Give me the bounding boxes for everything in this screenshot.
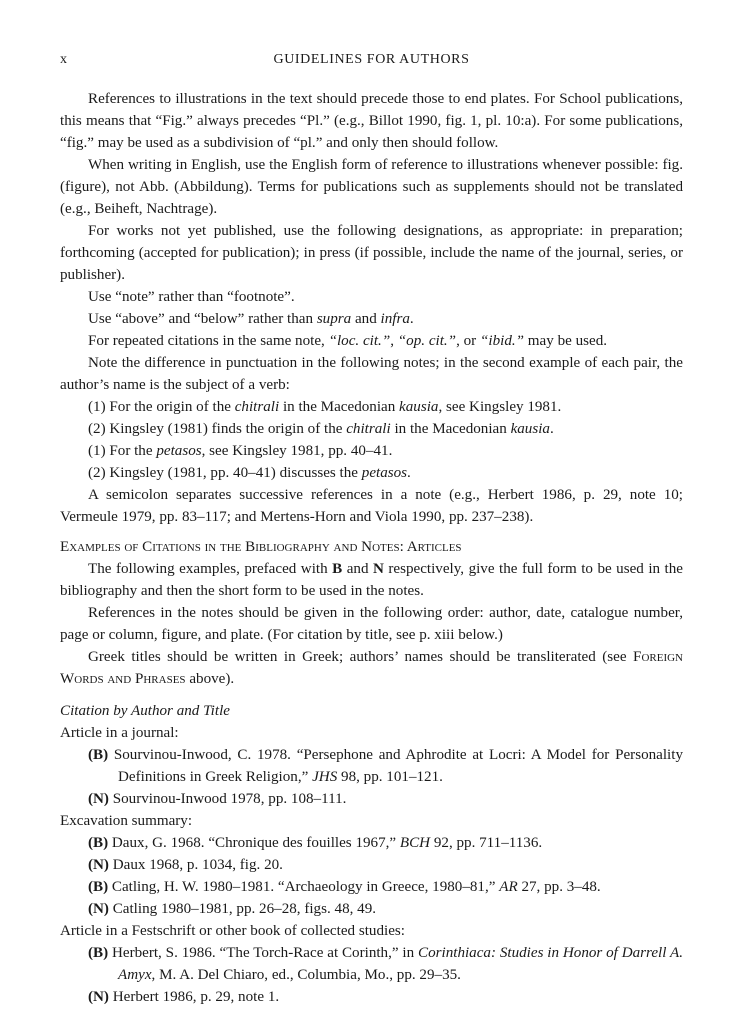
example-note: (2) Kingsley (1981, pp. 40–41) discusses the petasos. — [88, 465, 411, 481]
citation-entry: (B) Daux, G. 1968. “Chronique des fouilles 1967,” BCH 92, pp. 711–1136. — [88, 835, 543, 851]
paragraph: A semicolon separates successive references in a note (e.g., Herbert 1986, p. 29, note 10; Vermeule 1979, pp. 83–117; and Mertens-Horn and Viola 1990, pp. 237–238). — [60, 487, 683, 525]
body-text — [60, 88, 683, 1008]
example-note: (2) Kingsley (1981) finds the origin of the chitrali in the Macedonian kausia. — [88, 421, 554, 437]
paragraph: Use “above” and “below” rather than supra and infra. — [88, 311, 414, 327]
paragraph: Greek titles should be written in Greek; authors’ names should be transliterated (see Foreign Words and Phrases above). — [60, 649, 683, 687]
citation-entry: (N) Sourvinou-Inwood 1978, pp. 108–111. — [88, 791, 347, 807]
paragraph: References in the notes should be given in the following order: author, date, catalogue number, page or column, figure, and plate. (For citation by title, see p. xiii below.) — [60, 605, 683, 643]
category-label: Excavation summary: — [60, 813, 193, 829]
running-head: GUIDELINES FOR AUTHORS — [273, 52, 470, 67]
page-number: x — [60, 52, 67, 67]
citation-entry: (B) Catling, H. W. 1980–1981. “Archaeology in Greece, 1980–81,” AR 27, pp. 3–48. — [88, 879, 601, 895]
paragraph: When writing in English, use the English form of reference to illustrations whenever possible: fig. (figure), not Abb. (Abbildung). Terms for publications such as supplements should not be translated (e.g., Beiheft, Nachtrage). — [60, 157, 683, 217]
example-note: (1) For the petasos, see Kingsley 1981, pp. 40–41. — [88, 443, 393, 459]
citation-entry: (B) Herbert, S. 1986. “The Torch-Race at Corinth,” in Corinthiaca: Studies in Honor of Darrell A. Amyx, M. A. Del Chiaro, ed., Columbia, Mo., pp. 29–35. — [88, 945, 683, 983]
paragraph: Use “note” rather than “footnote”. — [88, 289, 295, 305]
paragraph: Note the difference in punctuation in the following notes; in the second example of each pair, the author’s name is the subject of a verb: — [60, 355, 683, 393]
paragraph: For repeated citations in the same note, “loc. cit.”, “op. cit.”, or “ibid.” may be used. — [88, 333, 608, 349]
section-heading: Examples of Citations in the Bibliography and Notes: Articles — [60, 539, 462, 555]
paragraph: For works not yet published, use the following designations, as appropriate: in preparation; forthcoming (accepted for publication); in press (if possible, include the name of the journal, series, or publisher). — [60, 223, 683, 283]
paragraph: The following examples, prefaced with B and N respectively, give the full form to be used in the bibliography and then the short form to be used in the notes. — [60, 561, 683, 599]
citation-entry: (N) Catling 1980–1981, pp. 26–28, figs. 48, 49. — [88, 901, 377, 917]
citation-entry: (N) Herbert 1986, p. 29, note 1. — [88, 989, 280, 1005]
paragraph: References to illustrations in the text should precede those to end plates. For School publications, this means that “Fig.” always precedes “Pl.” (e.g., Billot 1990, fig. 1, pl. 10:a). For some publications, “fig.” may be used as a subdivision of “pl.” and only then should follow. — [60, 91, 683, 151]
subheading: Citation by Author and Title — [60, 703, 230, 719]
citation-entry: (B) Sourvinou-Inwood, C. 1978. “Persephone and Aphrodite at Locri: A Model for Personality Definitions in Greek Religion,” JHS 98, pp. 101–121. — [88, 747, 683, 785]
citation-entry: (N) Daux 1968, p. 1034, fig. 20. — [88, 857, 283, 873]
category-label: Article in a journal: — [60, 725, 179, 741]
category-label: Article in a Festschrift or other book of collected studies: — [60, 923, 405, 939]
page-header — [60, 52, 683, 72]
example-note: (1) For the origin of the chitrali in the Macedonian kausia, see Kingsley 1981. — [88, 399, 562, 415]
